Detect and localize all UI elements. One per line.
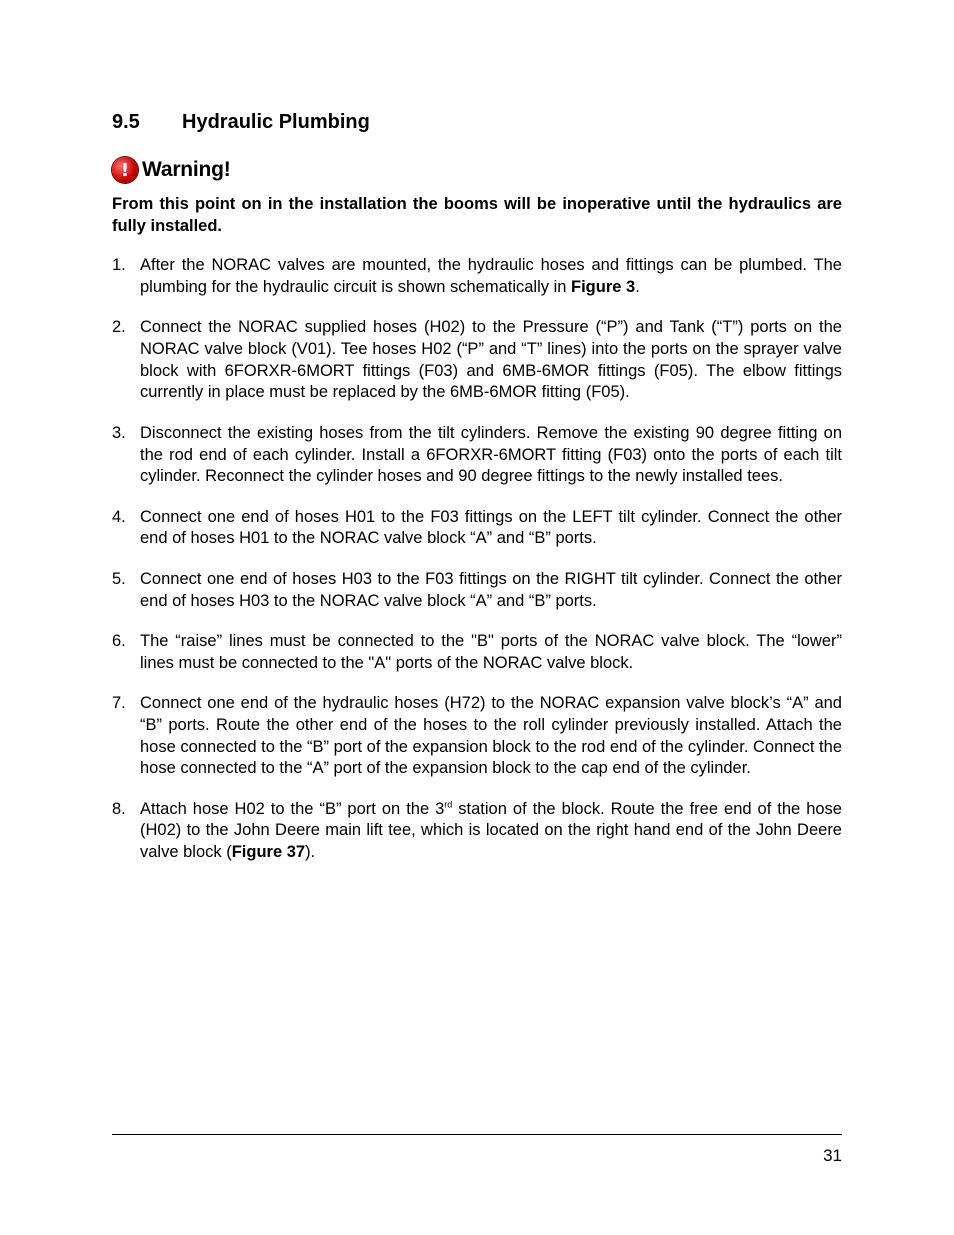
list-item — [112, 569, 842, 613]
step-number: 7. — [112, 693, 126, 712]
section-title: Hydraulic Plumbing — [182, 111, 370, 133]
list-item — [112, 507, 842, 551]
section-heading — [112, 111, 370, 134]
list-item — [112, 693, 842, 780]
step-text: Disconnect the existing hoses from the tilt cylinders. Remove the existing 90 degree fitting on the rod end of each cylinder. Install a 6FORXR-6MORT fitting (F03) onto the ports of each tilt cylinder. Reconnect the cylinder hoses and 90 degree fittings to the newly installed tees. — [140, 423, 842, 486]
section-number: 9.5 — [112, 111, 140, 133]
step-number: 6. — [112, 631, 126, 650]
figure-reference: Figure 3 — [571, 277, 636, 296]
step-text-end: ). — [305, 843, 316, 862]
step-text: The “raise” lines must be connected to the "B" ports of the NORAC valve block. The “lower” lines must be connected to the "A" ports of the NORAC valve block. — [140, 631, 842, 672]
figure-reference: Figure 37 — [231, 843, 306, 862]
step-number: 1. — [112, 256, 126, 274]
step-text-end: . — [635, 277, 640, 296]
list-item — [112, 631, 842, 675]
step-text-middle: station of the block. Route the free end of the hose (H02) to the John Deere main lift tee, which is located on the right hand end of the John Deere valve block ( — [140, 799, 842, 862]
step-text: Connect one end of hoses H03 to the F03 fittings on the RIGHT tilt cylinder. Connect the other end of hoses H03 to the NORAC valve block “A” and “B” ports. — [140, 569, 842, 610]
list-item — [112, 317, 842, 404]
footer-divider — [112, 1134, 842, 1135]
warning-label: Warning! — [142, 158, 231, 181]
step-number: 4. — [112, 507, 126, 526]
exclamation-circle-icon: ! — [112, 157, 138, 183]
instruction-list — [112, 255, 842, 883]
step-number: 8. — [112, 799, 126, 818]
step-number: 3. — [112, 423, 126, 442]
step-text: Connect one end of hoses H01 to the F03 fittings on the LEFT tilt cylinder. Connect the other end of hoses H01 to the NORAC valve block “A” and “B” ports. — [140, 507, 842, 548]
step-text: Connect one end of the hydraulic hoses (H72) to the NORAC expansion valve block’s “A” and “B” ports. Route the other end of the hoses to the roll cylinder previously installed. Attach the hose connected to the “B” port of the expansion block to the rod end of the cylinder. Connect the hose connected to the “A” port of the expansion block to the cap end of the cylinder. — [140, 693, 842, 778]
step-number: 5. — [112, 569, 126, 588]
warning-header — [112, 157, 231, 183]
warning-text: From this point on in the installation the booms will be inoperative until the hydraulics are fully installed. — [112, 195, 842, 235]
list-item — [112, 423, 842, 488]
step-text: Attach hose H02 to the “B” port on the 3 — [140, 799, 445, 818]
step-text: After the NORAC valves are mounted, the hydraulic hoses and fittings can be plumbed. The plumbing for the hydraulic circuit is shown schematically in — [140, 256, 842, 296]
list-item — [112, 799, 842, 864]
page-number: 31 — [823, 1146, 842, 1165]
step-text: Connect the NORAC supplied hoses (H02) to the Pressure (“P”) and Tank (“T”) ports on the NORAC valve block (V01). Tee hoses H02 (“P” and “T” lines) into the ports on the sprayer valve block with 6FORXR-6MORT fittings (F03) and 6MB-6MOR fittings (F05). The elbow fittings currently in place must be replaced by the 6MB-6MOR fitting (F05). — [140, 318, 842, 402]
ordinal-suffix: rd — [444, 799, 453, 810]
step-number: 2. — [112, 318, 126, 337]
list-item — [112, 255, 842, 299]
